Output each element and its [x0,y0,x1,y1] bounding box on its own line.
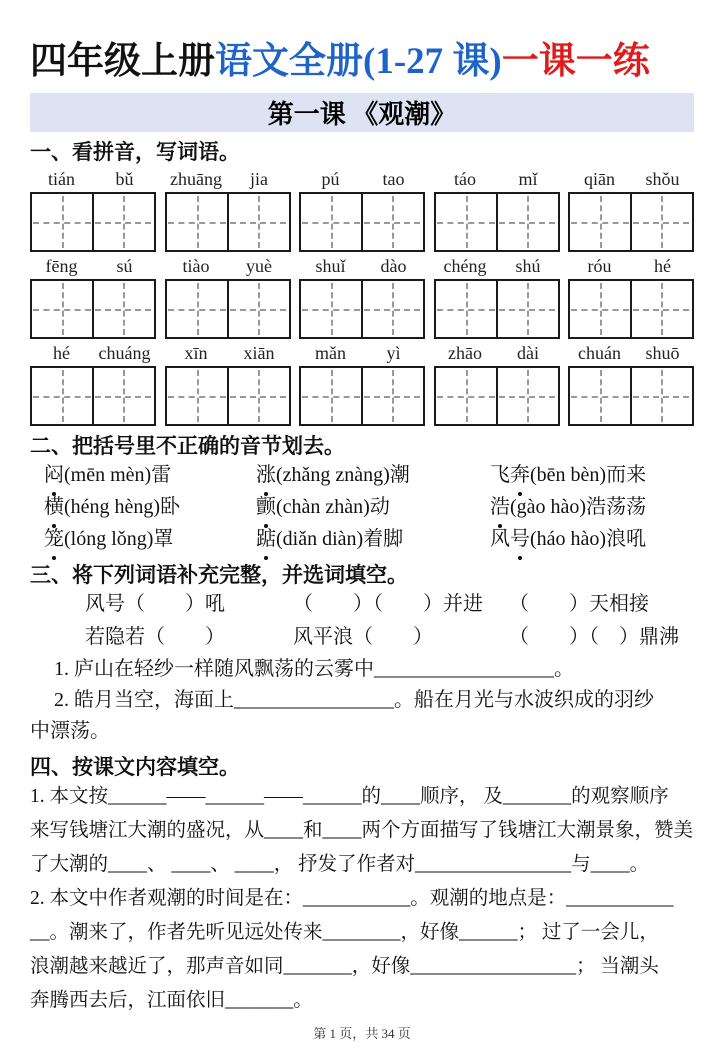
pinyin-label: hé chuáng [53,343,151,363]
writing-cell [630,281,690,337]
writing-cell [570,368,630,424]
section3-heading: 三、将下列词语补充完整，并选词填空。 [30,563,408,587]
pinyin-label: xīn xiān [184,343,275,363]
word-completion-row [30,588,694,621]
pinyin-label: qiān shǒu [584,169,680,189]
pinyin-group [30,256,156,339]
lesson-header-bar [30,93,694,132]
pinyin-label: pú tao [321,169,405,189]
cloze-line: 奔腾西去后，江面依旧_______。 [30,990,313,1011]
writing-boxes [299,192,425,252]
emphasized-char: 横 [44,492,64,523]
writing-boxes [568,279,694,339]
cloze-line: 浪潮越来越近了，那声音如同_______，好像_________________； 当潮头 [30,956,659,977]
pinyin-group [568,256,694,339]
writing-boxes [299,366,425,426]
syllable-choice-row [30,524,694,555]
syllable-item: 踮(diǎn diàn)着脚 [256,524,490,555]
writing-boxes [165,279,291,339]
writing-boxes [30,366,156,426]
pinyin-label: tián bǔ [48,169,134,189]
pinyin-group [299,343,425,426]
section4-heading: 四、按课文内容填空。 [30,755,240,779]
pinyin-label: fēng sú [45,256,133,276]
pinyin-group [165,256,291,339]
title-part-practice: 一课一练 [501,41,650,82]
cloze-line: 1. 本文按______——______——______的____顺序， 及_______的观察顺序 [30,786,669,807]
emphasized-char: 颤 [256,492,276,523]
writing-cell [361,281,421,337]
pinyin-group [299,169,425,252]
emphasized-char: 踮 [256,524,276,555]
writing-cell [301,281,361,337]
syllable-item: 笼(lóng lǒng)罩 [44,524,256,555]
writing-boxes [30,279,156,339]
writing-cell [167,368,227,424]
pinyin-label: chuán shuō [578,343,680,363]
pinyin-row-1 [30,169,694,252]
writing-cell [630,194,690,250]
writing-cell [496,194,556,250]
writing-cell [32,368,92,424]
pinyin-label: zhāo dài [448,343,539,363]
pinyin-group [299,256,425,339]
writing-cell [227,368,287,424]
pinyin-row-2 [30,256,694,339]
pinyin-label: táo mǐ [454,169,538,189]
syllable-item: 闷(mēn mèn)雷 [44,460,256,491]
pinyin-group [434,256,560,339]
emphasized-char: 闷 [44,460,64,491]
writing-cell [167,194,227,250]
emphasized-char: 笼 [44,524,64,555]
page-number: 第 1 页，共 34 页 [313,1026,411,1041]
emphasized-char: 浩 [490,492,510,523]
pinyin-label: shuǐ dào [315,256,407,276]
word-completion-item: （ ）（ ）鼎沸 [509,626,679,648]
writing-cell [570,281,630,337]
writing-cell [570,194,630,250]
emphasized-char: 号 [510,524,530,555]
writing-boxes [568,192,694,252]
emphasized-char: 奔 [510,460,530,491]
document-title [30,30,694,84]
pinyin-row-3 [30,343,694,426]
writing-cell [361,368,421,424]
writing-boxes [299,279,425,339]
pinyin-group [165,343,291,426]
writing-cell [92,281,152,337]
writing-boxes [568,366,694,426]
pinyin-label: róu hé [587,256,671,276]
emphasized-char: 涨 [256,460,276,491]
pinyin-label: tiào yuè [182,256,272,276]
writing-cell [92,194,152,250]
writing-cell [496,281,556,337]
syllable-item: 颤(chàn zhàn)动 [256,492,490,523]
word-completion-item: 若隐若（ ） [85,626,225,648]
worksheet-page [0,30,724,1054]
writing-cell [436,368,496,424]
section1-heading: 一、看拼音，写词语。 [30,140,240,164]
cloze-line: 来写钱塘江大潮的盛况，从____和____两个方面描写了钱塘江大潮景象，赞美 [30,820,694,841]
title-part-subject: 语文全册(1-27 课) [215,41,502,82]
word-completion-item: （ ）天相接 [509,593,649,615]
fill-in-sentence: 2. 皓月当空，海面上________________。船在月光与水波织成的羽纱 [54,689,654,711]
pinyin-group [568,343,694,426]
syllable-item: 风号(háo hào)浪吼 [490,524,694,555]
writing-cell [227,194,287,250]
writing-boxes [434,192,560,252]
writing-cell [436,194,496,250]
writing-cell [32,194,92,250]
syllable-item: 浩(gào hào)浩荡荡 [490,492,694,523]
writing-cell [32,281,92,337]
lesson-title: 第一课 《观潮》 [267,100,457,129]
pinyin-group [165,169,291,252]
word-completion-item: 风号（ ）吼 [85,593,225,615]
syllable-item: 横(héng hèng)卧 [44,492,256,523]
pinyin-label: mǎn yì [315,343,401,363]
fill-in-sentence-wrap: 中漂荡。 [30,720,110,742]
writing-cell [301,194,361,250]
writing-cell [167,281,227,337]
syllable-choice-row [30,460,694,491]
writing-cell [92,368,152,424]
writing-boxes [165,366,291,426]
title-part-grade: 四年级上册 [30,41,215,82]
pinyin-group [434,343,560,426]
syllable-choice-row [30,492,694,523]
cloze-line: 2. 本文中作者观潮的时间是在：___________。观潮的地点是：___________ [30,888,674,909]
word-completion-row [30,621,694,654]
writing-boxes [434,279,560,339]
syllable-item: 飞奔(bēn bèn)而来 [490,460,694,491]
pinyin-group [30,343,156,426]
writing-cell [496,368,556,424]
pinyin-label: chéng shú [443,256,541,276]
cloze-line: __。潮来了，作者先听见远处传来________，好像______； 过了一会儿， [30,922,659,943]
fill-in-sentence: 1. 庐山在轻纱一样随风飘荡的云雾中__________________。 [54,658,574,680]
syllable-item: 涨(zhǎng znàng)潮 [256,460,490,491]
pinyin-group [568,169,694,252]
writing-cell [630,368,690,424]
word-completion-item: （ ）（ ）并进 [293,593,483,615]
pinyin-group [30,169,156,252]
writing-boxes [165,192,291,252]
writing-cell [361,194,421,250]
pinyin-group [434,169,560,252]
writing-cell [436,281,496,337]
writing-cell [301,368,361,424]
word-completion-item: 风平浪（ ） [293,626,433,648]
writing-boxes [434,366,560,426]
writing-cell [227,281,287,337]
section2-heading: 二、把括号里不正确的音节划去。 [30,434,345,458]
writing-boxes [30,192,156,252]
pinyin-label: zhuāng jia [170,169,268,189]
cloze-line: 了大潮的____、 ____、 ____， 抒发了作者对________________与____。 [30,854,650,875]
